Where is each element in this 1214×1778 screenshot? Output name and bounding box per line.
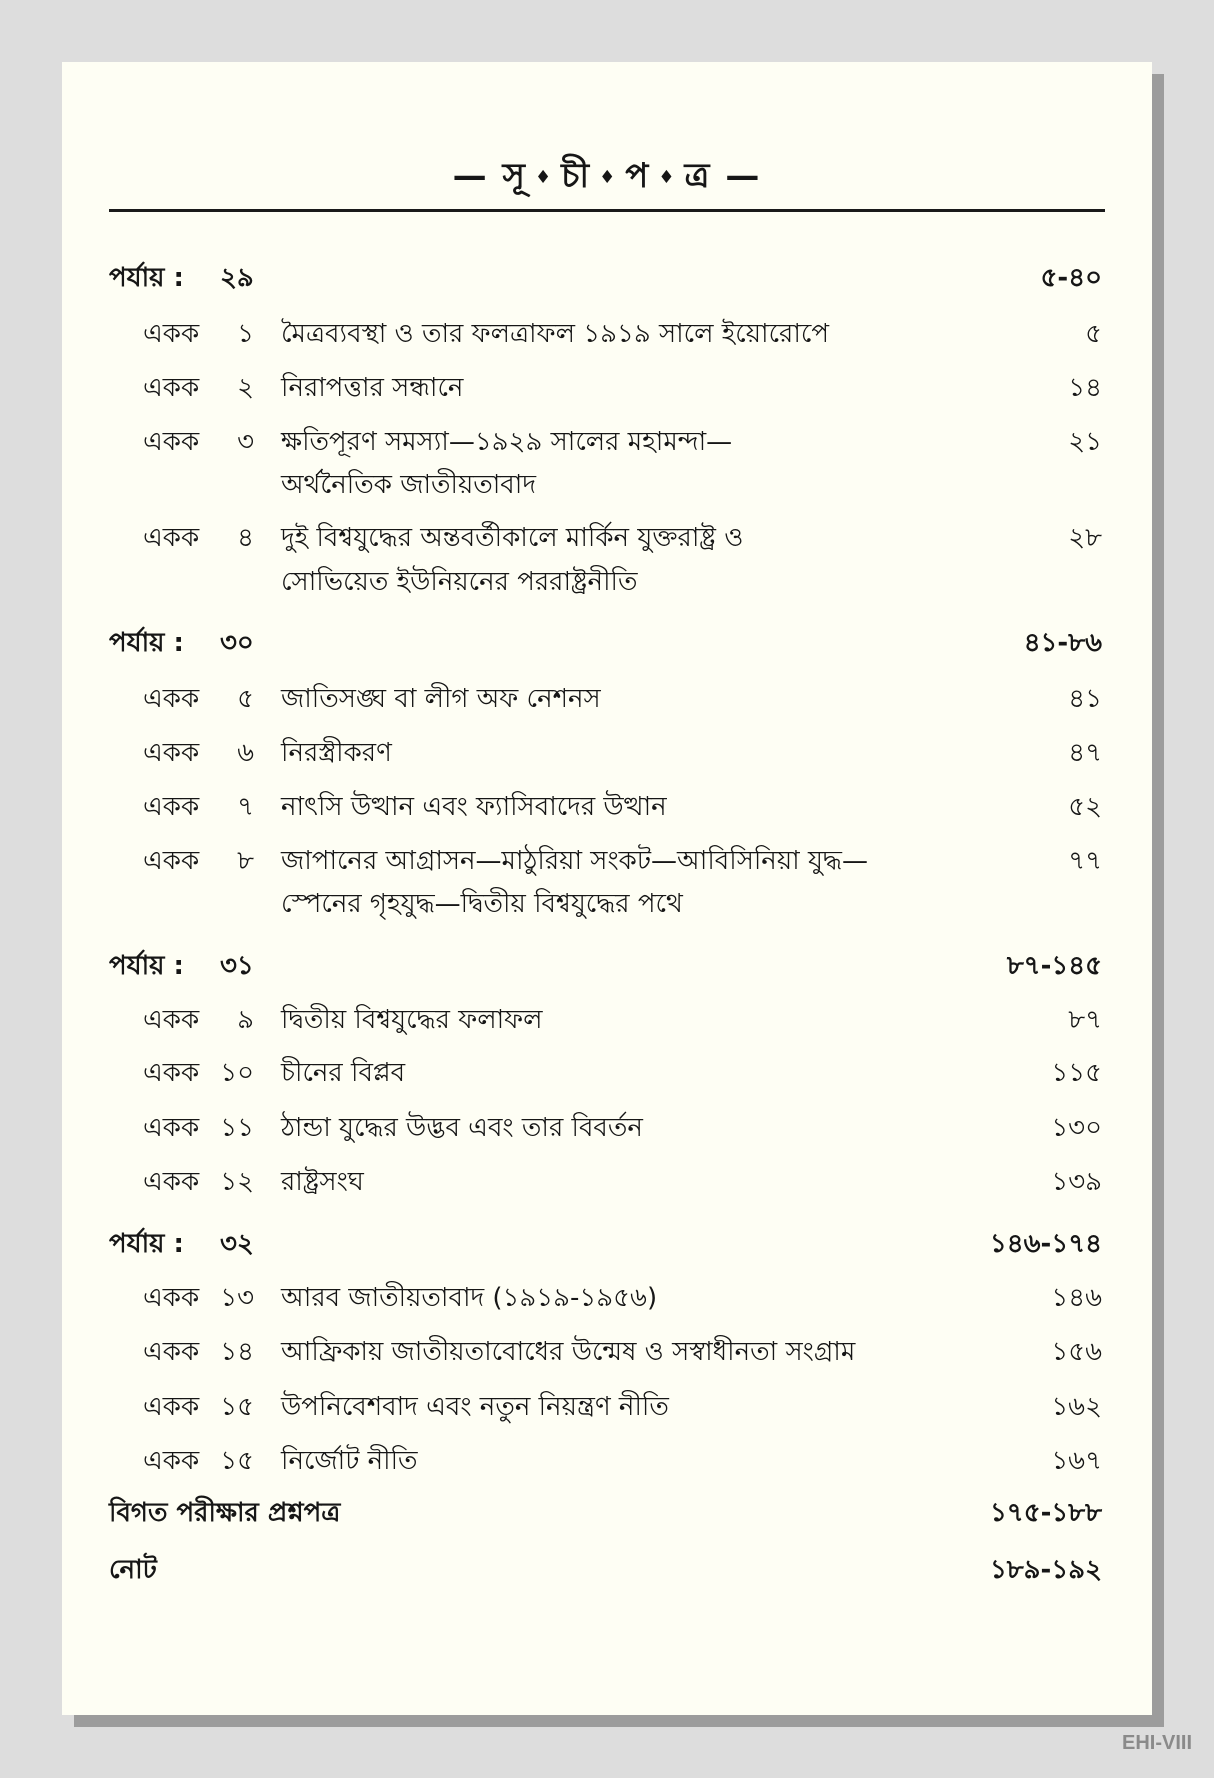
unit-number: ১১	[220, 1113, 254, 1143]
unit-number: ১৪	[220, 1337, 254, 1367]
unit-row	[0, 1389, 1214, 1425]
title-char: চী	[561, 156, 592, 196]
unit-number: ২	[237, 373, 254, 403]
unit-title: চীনের বিপ্লব	[281, 1058, 406, 1088]
unit-page: ৭৭	[1068, 846, 1102, 876]
unit-label: একক	[143, 1113, 200, 1143]
unit-page: ২৮	[1068, 523, 1102, 553]
unit-number: ৪	[237, 523, 254, 553]
unit-page: ১৫৬	[1051, 1337, 1102, 1367]
part-header	[0, 260, 1214, 296]
unit-row	[0, 1002, 1214, 1038]
part-pages: ৫-৪০	[1040, 263, 1102, 293]
unit-title: জাতিসঙ্ঘ বা লীগ অফ নেশনস	[281, 684, 601, 714]
unit-number: ৬	[237, 738, 254, 768]
unit-number: ১৫	[220, 1446, 254, 1476]
part-header	[0, 625, 1214, 661]
unit-label: একক	[143, 523, 200, 553]
unit-title-continuation	[0, 467, 1214, 503]
part-number: ৩০	[220, 628, 254, 658]
unit-title: নিরাপত্তার সন্ধানে	[281, 373, 464, 403]
page-title	[0, 150, 1214, 207]
unit-page: ৪৭	[1068, 738, 1102, 768]
extra-entry	[0, 1495, 1214, 1531]
unit-label: একক	[143, 1005, 200, 1035]
unit-number: ৫	[237, 684, 254, 714]
unit-page: ৮৭	[1068, 1005, 1102, 1035]
title-dash: —	[452, 156, 489, 196]
unit-number: ৩	[237, 427, 254, 457]
unit-row	[0, 1280, 1214, 1316]
unit-number: ১৩	[220, 1283, 254, 1313]
unit-label: একক	[143, 792, 200, 822]
part-header	[0, 1226, 1214, 1262]
title-char: ত্র	[684, 156, 712, 196]
extra-label: নোট	[109, 1555, 157, 1585]
unit-page: ৫	[1085, 319, 1102, 349]
page-code: EHI-VIII	[1122, 1732, 1193, 1754]
unit-title: আফ্রিকায় জাতীয়তাবোধের উন্মেষ ও সস্বাধীনতা সংগ্রাম	[281, 1337, 856, 1367]
unit-page: ১১৫	[1051, 1058, 1102, 1088]
unit-title-line: অর্থনৈতিক জাতীয়তাবাদ	[281, 470, 536, 500]
title-rule	[109, 209, 1105, 212]
extra-entry	[0, 1552, 1214, 1588]
unit-page: ১৪৬	[1051, 1283, 1102, 1313]
part-header	[0, 948, 1214, 984]
unit-label: একক	[143, 1337, 200, 1367]
unit-row	[0, 1443, 1214, 1479]
part-number: ৩২	[220, 1229, 254, 1259]
unit-page: ১৪	[1068, 373, 1102, 403]
extra-label: বিগত পরীক্ষার প্রশ্নপত্র	[109, 1498, 341, 1528]
part-pages: ৪১-৮৬	[1023, 628, 1102, 658]
part-label: পর্যায় :	[109, 263, 184, 293]
unit-title-line: সোভিয়েত ইউনিয়নের পররাষ্ট্রনীতি	[281, 567, 638, 597]
part-label: পর্যায় :	[109, 951, 184, 981]
unit-number: ৮	[237, 846, 254, 876]
unit-title: দুই বিশ্বযুদ্ধের অন্তবর্তীকালে মার্কিন যুক্তরাষ্ট্র ও	[281, 523, 744, 553]
unit-title: আরব জাতীয়তাবাদ (১৯১৯-১৯৫৬)	[281, 1283, 658, 1313]
unit-label: একক	[143, 1058, 200, 1088]
unit-number: ১	[237, 319, 254, 349]
unit-row	[0, 370, 1214, 406]
title-char: প	[625, 156, 651, 196]
extra-pages: ১৭৫-১৮৮	[989, 1498, 1102, 1528]
unit-number: ১০	[220, 1058, 254, 1088]
unit-title-continuation	[0, 886, 1214, 922]
extra-pages: ১৮৯-১৯২	[989, 1555, 1102, 1585]
unit-number: ৯	[237, 1005, 254, 1035]
unit-row	[0, 681, 1214, 717]
unit-number: ৭	[237, 792, 254, 822]
unit-title: ঠান্ডা যুদ্ধের উদ্ভব এবং তার বিবর্তন	[281, 1113, 643, 1143]
unit-title: উপনিবেশবাদ এবং নতুন নিয়ন্ত্রণ নীতি	[281, 1392, 669, 1422]
unit-title: জাপানের আগ্রাসন—মাঠুরিয়া সংকট—আবিসিনিয়া যুদ্ধ—	[281, 846, 868, 876]
diamond-icon: ♦	[534, 167, 554, 188]
unit-title: নিরস্ত্রীকরণ	[281, 738, 392, 768]
unit-number: ১২	[220, 1167, 254, 1197]
unit-number: ১৫	[220, 1392, 254, 1422]
part-number: ২৯	[220, 263, 254, 293]
part-pages: ১৪৬-১৭৪	[989, 1229, 1102, 1259]
diamond-icon: ♦	[658, 167, 677, 188]
part-label: পর্যায় :	[109, 1229, 184, 1259]
unit-row	[0, 843, 1214, 879]
unit-label: একক	[143, 373, 200, 403]
unit-title-line: স্পেনের গৃহযুদ্ধ—দ্বিতীয় বিশ্বযুদ্ধের পথে	[281, 889, 683, 919]
part-pages: ৮৭-১৪৫	[1006, 951, 1102, 981]
unit-label: একক	[143, 738, 200, 768]
part-number: ৩১	[220, 951, 254, 981]
unit-label: একক	[143, 1392, 200, 1422]
unit-row	[0, 520, 1214, 556]
unit-row	[0, 735, 1214, 771]
unit-row	[0, 1055, 1214, 1091]
unit-row	[0, 1164, 1214, 1200]
unit-row	[0, 1110, 1214, 1146]
unit-title: ক্ষতিপূরণ সমস্যা—১৯২৯ সালের মহামন্দা—	[281, 427, 733, 457]
unit-page: ৫২	[1068, 792, 1102, 822]
unit-label: একক	[143, 1283, 200, 1313]
unit-row	[0, 789, 1214, 825]
unit-title: রাষ্ট্রসংঘ	[281, 1167, 364, 1197]
unit-title: নাৎসি উত্থান এবং ফ্যাসিবাদের উত্থান	[281, 792, 667, 822]
unit-page: ১৬২	[1051, 1392, 1102, 1422]
unit-title: দ্বিতীয় বিশ্বযুদ্ধের ফলাফল	[281, 1005, 543, 1035]
part-label: পর্যায় :	[109, 628, 184, 658]
unit-title-continuation	[0, 564, 1214, 600]
unit-page: ১৬৭	[1051, 1446, 1102, 1476]
unit-label: একক	[143, 319, 200, 349]
unit-title: মৈত্রব্যবস্থা ও তার ফলত্রাফল ১৯১৯ সালে ইয়োরোপে	[281, 319, 829, 349]
unit-row	[0, 424, 1214, 460]
unit-label: একক	[143, 684, 200, 714]
unit-label: একক	[143, 427, 200, 457]
unit-label: একক	[143, 1446, 200, 1476]
unit-title: নির্জোট নীতি	[281, 1446, 418, 1476]
diamond-icon: ♦	[599, 167, 618, 188]
title-dash: —	[725, 156, 762, 196]
unit-page: ৪১	[1068, 684, 1102, 714]
unit-label: একক	[143, 846, 200, 876]
unit-page: ১৩৯	[1051, 1167, 1102, 1197]
unit-row	[0, 1334, 1214, 1370]
unit-page: ১৩০	[1051, 1113, 1102, 1143]
unit-label: একক	[143, 1167, 200, 1197]
unit-page: ২১	[1068, 427, 1102, 457]
unit-row	[0, 316, 1214, 352]
title-char: সূ	[502, 156, 527, 196]
